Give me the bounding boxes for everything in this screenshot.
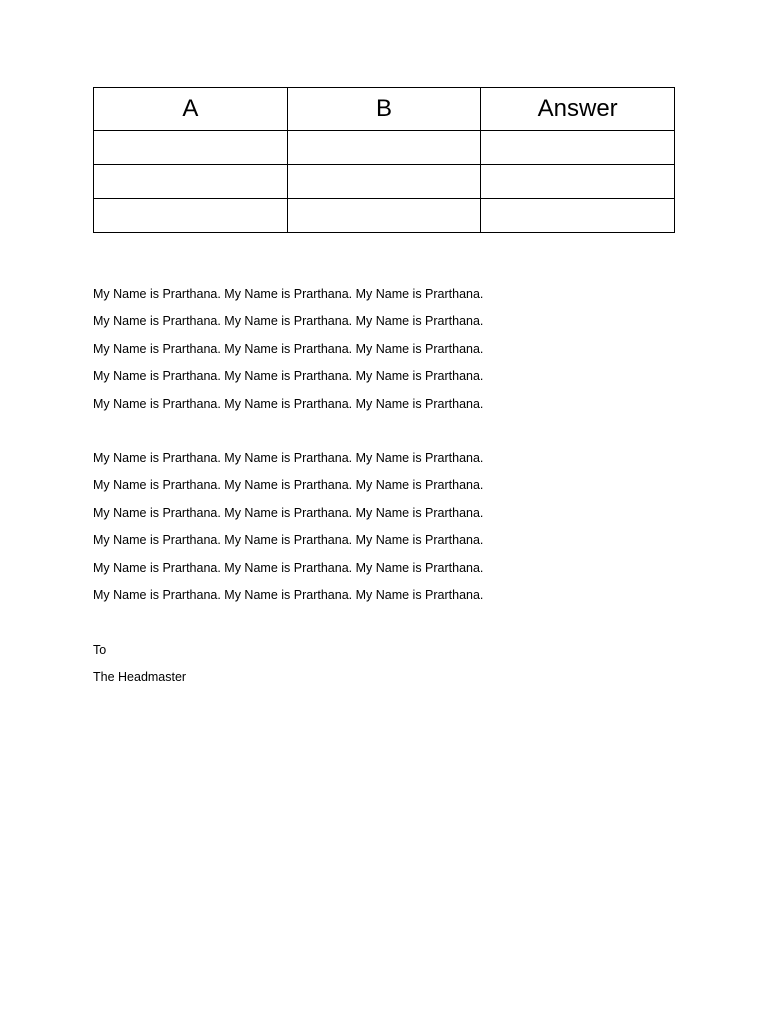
- text-line: My Name is Prarthana. My Name is Prarthana. My Name is Prarthana.: [93, 369, 484, 384]
- table-cell: [287, 199, 481, 233]
- address-to: To: [93, 643, 107, 657]
- text-line: My Name is Prarthana. My Name is Prarthana. My Name is Prarthana.: [93, 396, 484, 411]
- text-line: My Name is Prarthana. My Name is Prarthana. My Name is Prarthana.: [93, 560, 484, 575]
- table-cell: [287, 165, 481, 199]
- table-cell: [94, 199, 288, 233]
- table-row: [94, 199, 675, 233]
- text-line: My Name is Prarthana. My Name is Prarthana. My Name is Prarthana.: [93, 588, 484, 603]
- table-cell: [481, 131, 675, 165]
- paragraph-2: [93, 445, 483, 609]
- table-cell: [481, 199, 675, 233]
- paragraph-1: [93, 281, 483, 418]
- letter-address: [93, 637, 186, 692]
- column-header-b: B: [287, 88, 481, 131]
- table-cell: [94, 131, 288, 165]
- table-row: [94, 131, 675, 165]
- text-line: My Name is Prarthana. My Name is Prarthana. My Name is Prarthana.: [93, 505, 484, 520]
- answer-table: [93, 87, 675, 233]
- text-line: My Name is Prarthana. My Name is Prarthana. My Name is Prarthana.: [93, 314, 484, 329]
- address-recipient: The Headmaster: [93, 670, 187, 685]
- column-header-a: A: [94, 88, 288, 131]
- table-header-row: [94, 88, 675, 131]
- text-line: My Name is Prarthana. My Name is Prarthana. My Name is Prarthana.: [93, 341, 484, 356]
- text-line: My Name is Prarthana. My Name is Prarthana. My Name is Prarthana.: [93, 287, 484, 301]
- table-row: [94, 165, 675, 199]
- table-cell: [287, 131, 481, 165]
- text-line: My Name is Prarthana. My Name is Prarthana. My Name is Prarthana.: [93, 533, 484, 548]
- text-line: My Name is Prarthana. My Name is Prarthana. My Name is Prarthana.: [93, 478, 484, 493]
- column-header-answer: Answer: [481, 88, 675, 131]
- table-cell: [481, 165, 675, 199]
- text-line: My Name is Prarthana. My Name is Prarthana. My Name is Prarthana.: [93, 451, 484, 465]
- table-cell: [94, 165, 288, 199]
